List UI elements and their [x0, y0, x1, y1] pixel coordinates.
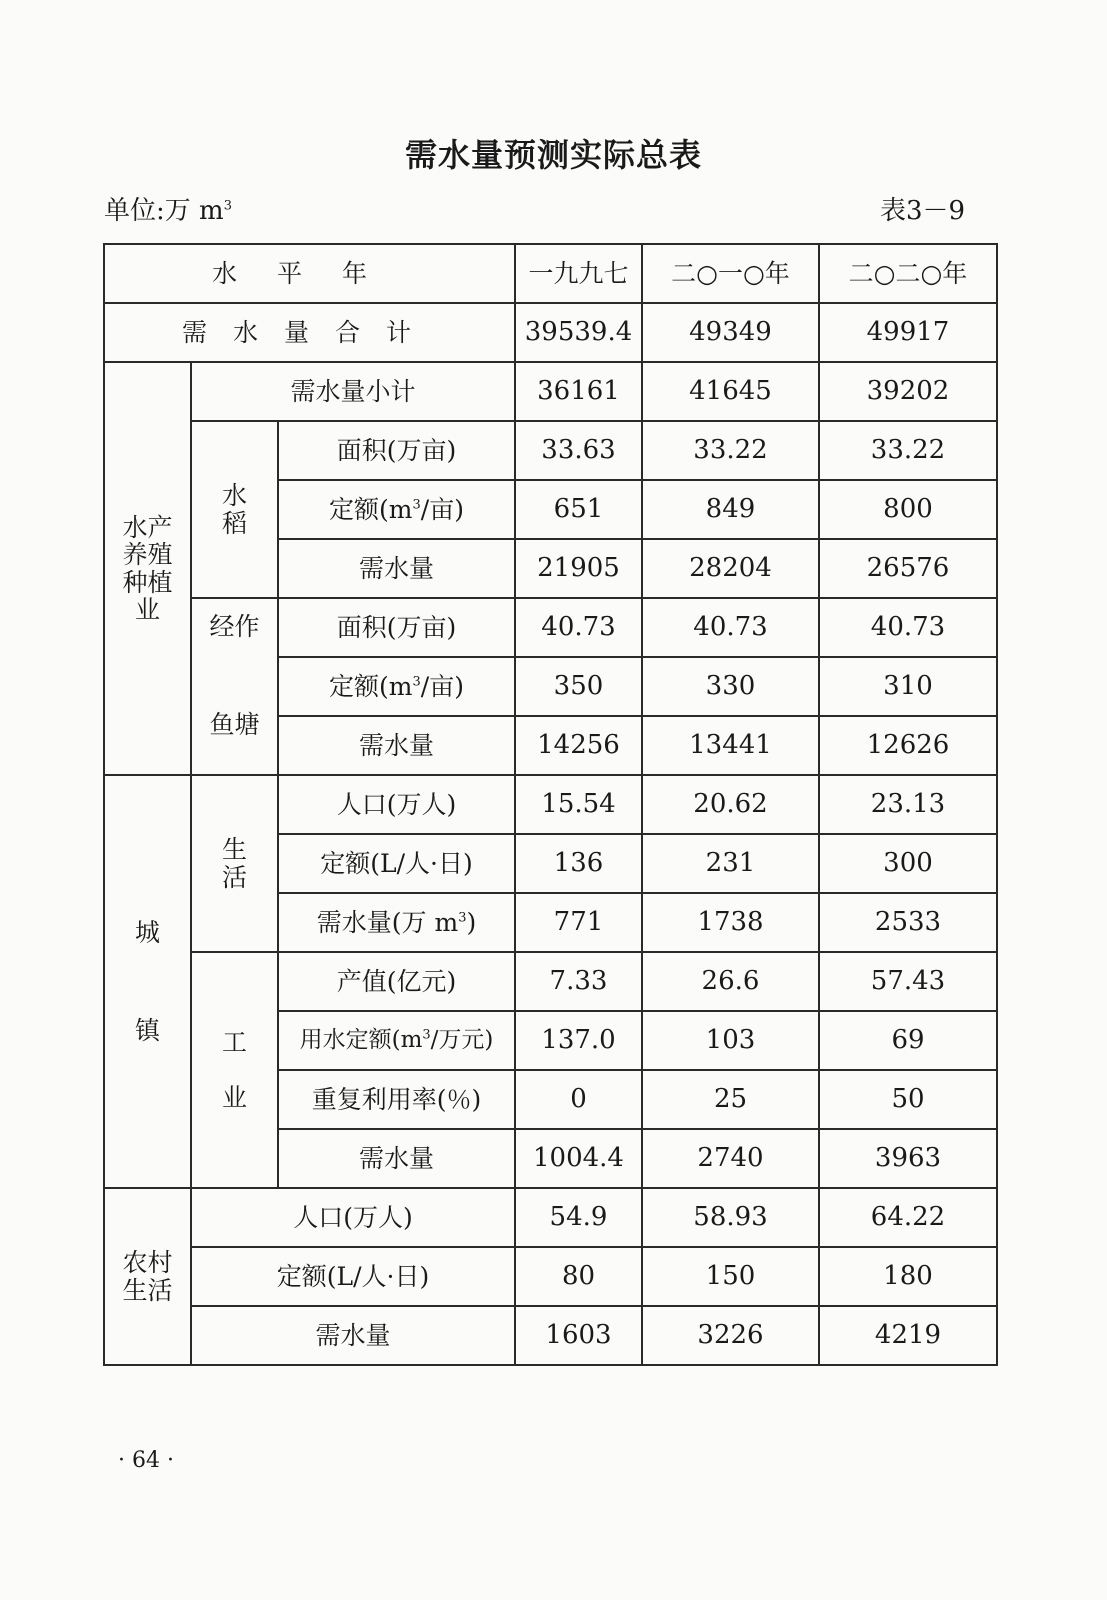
header-year-3: 二○二○年 [819, 244, 997, 303]
rice-area-value-3: 33.22 [819, 421, 997, 480]
rice-quota-label-pre: 定额(m [329, 494, 413, 524]
rural-quota-value-1: 80 [515, 1247, 642, 1306]
total-value-3: 49917 [819, 303, 997, 362]
urban-quota-label: 定额(L/人·日) [278, 834, 515, 893]
industry-quota-value-2: 103 [642, 1011, 819, 1070]
rice-quota-label-post: /亩) [420, 494, 464, 524]
industry-output-value-2: 26.6 [642, 952, 819, 1011]
cash-area-value-1: 40.73 [515, 598, 642, 657]
urban-population-value-1: 15.54 [515, 775, 642, 834]
cash-area-value-3: 40.73 [819, 598, 997, 657]
table-row-rural-population [104, 1188, 997, 1247]
cash-crop-label: 经作 [209, 612, 260, 641]
industry-output-label: 产值(亿元) [278, 952, 515, 1011]
cash-demand-value-1: 14256 [515, 716, 642, 775]
cash-quota-value-3: 310 [819, 657, 997, 716]
aquaculture-group-label: 水产养殖种植业 [104, 362, 191, 775]
unit-sup: 3 [223, 198, 232, 214]
table-row-urban-population [104, 775, 997, 834]
unit-text: 单位:万 m [104, 196, 224, 226]
rural-demand-label: 需水量 [191, 1306, 515, 1365]
industry-output-value-3: 57.43 [819, 952, 997, 1011]
table-row-industry-output [104, 952, 997, 1011]
industry-quota-label-sup: 3 [422, 1027, 431, 1043]
cash-quota-label-sup: 3 [412, 674, 421, 690]
header-label: 水平年 [104, 244, 515, 303]
table-row-cash-area [104, 598, 997, 657]
table-row-rural-quota [104, 1247, 997, 1306]
table-row-aqua-subtotal [104, 362, 997, 421]
rice-demand-value-2: 28204 [642, 539, 819, 598]
cash-demand-label: 需水量 [278, 716, 515, 775]
fish-pond-label: 鱼塘 [209, 709, 260, 739]
header-year-1: 一九九七 [515, 244, 642, 303]
industry-quota-value-3: 69 [819, 1011, 997, 1070]
table-row-header [104, 244, 997, 303]
urban-population-value-3: 23.13 [819, 775, 997, 834]
aqua-subtotal-value-2: 41645 [642, 362, 819, 421]
water-demand-table [103, 243, 998, 1366]
header-year-2: 二○一○年 [642, 244, 819, 303]
industry-quota-label-post: /万元) [430, 1026, 494, 1053]
urban-demand-label-pre: 需水量(万 m [316, 907, 459, 937]
rice-quota-value-2: 849 [642, 480, 819, 539]
page-title: 需水量预测实际总表 [404, 136, 702, 174]
industry-demand-value-3: 3963 [819, 1129, 997, 1188]
industry-demand-value-1: 1004.4 [515, 1129, 642, 1188]
cash-quota-label [278, 657, 515, 716]
cash-fish-label [191, 598, 278, 775]
rice-area-value-1: 33.63 [515, 421, 642, 480]
rice-area-label: 面积(万亩) [278, 421, 515, 480]
cash-quota-label-post: /亩) [420, 671, 464, 701]
urban-population-value-2: 20.62 [642, 775, 819, 834]
rural-population-value-2: 58.93 [642, 1188, 819, 1247]
total-label: 需水量合计 [104, 303, 515, 362]
rural-quota-value-3: 180 [819, 1247, 997, 1306]
urban-group-label: 城镇 [104, 775, 191, 1188]
cash-quota-value-2: 330 [642, 657, 819, 716]
unit-label [104, 190, 232, 227]
total-value-1: 39539.4 [515, 303, 642, 362]
rice-quota-label [278, 480, 515, 539]
urban-quota-value-1: 136 [515, 834, 642, 893]
industry-quota-label-pre: 用水定额(m [299, 1026, 423, 1053]
aqua-subtotal-value-3: 39202 [819, 362, 997, 421]
table-row-rural-demand [104, 1306, 997, 1365]
page-number: · 64 · [118, 1448, 174, 1473]
rural-group-label: 农村生活 [104, 1188, 191, 1365]
rural-demand-value-1: 1603 [515, 1306, 642, 1365]
urban-demand-label-sup: 3 [458, 910, 467, 926]
aqua-subtotal-value-1: 36161 [515, 362, 642, 421]
urban-demand-value-1: 771 [515, 893, 642, 952]
industry-reuse-label: 重复利用率(％) [278, 1070, 515, 1129]
rice-demand-value-3: 26576 [819, 539, 997, 598]
industry-output-value-1: 7.33 [515, 952, 642, 1011]
total-value-2: 49349 [642, 303, 819, 362]
cash-quota-label-pre: 定额(m [329, 671, 413, 701]
industry-reuse-value-3: 50 [819, 1070, 997, 1129]
rural-population-value-3: 64.22 [819, 1188, 997, 1247]
urban-population-label: 人口(万人) [278, 775, 515, 834]
rice-area-value-2: 33.22 [642, 421, 819, 480]
cash-quota-value-1: 350 [515, 657, 642, 716]
industry-demand-label: 需水量 [278, 1129, 515, 1188]
rice-quota-label-sup: 3 [412, 497, 421, 513]
industry-label: 工业 [191, 952, 278, 1188]
rural-quota-value-2: 150 [642, 1247, 819, 1306]
rice-demand-value-1: 21905 [515, 539, 642, 598]
industry-reuse-value-1: 0 [515, 1070, 642, 1129]
rice-demand-label: 需水量 [278, 539, 515, 598]
cash-demand-value-3: 12626 [819, 716, 997, 775]
industry-demand-value-2: 2740 [642, 1129, 819, 1188]
urban-demand-value-2: 1738 [642, 893, 819, 952]
industry-reuse-value-2: 25 [642, 1070, 819, 1129]
rice-quota-value-1: 651 [515, 480, 642, 539]
urban-demand-label-post: ) [466, 907, 477, 937]
cash-area-label: 面积(万亩) [278, 598, 515, 657]
rice-quota-value-3: 800 [819, 480, 997, 539]
industry-quota-label [278, 1011, 515, 1070]
urban-demand-label [278, 893, 515, 952]
urban-quota-value-3: 300 [819, 834, 997, 893]
aqua-subtotal-label: 需水量小计 [191, 362, 515, 421]
rural-demand-value-2: 3226 [642, 1306, 819, 1365]
urban-demand-value-3: 2533 [819, 893, 997, 952]
industry-quota-value-1: 137.0 [515, 1011, 642, 1070]
rural-population-label: 人口(万人) [191, 1188, 515, 1247]
urban-living-label: 生活 [191, 775, 278, 952]
table-row-rice-area [104, 421, 997, 480]
cash-area-value-2: 40.73 [642, 598, 819, 657]
urban-quota-value-2: 231 [642, 834, 819, 893]
rural-demand-value-3: 4219 [819, 1306, 997, 1365]
table-row-total [104, 303, 997, 362]
rural-population-value-1: 54.9 [515, 1188, 642, 1247]
rice-label: 水稻 [191, 421, 278, 598]
rural-quota-label: 定额(L/人·日) [191, 1247, 515, 1306]
table-number: 表3－9 [880, 196, 966, 226]
cash-demand-value-2: 13441 [642, 716, 819, 775]
